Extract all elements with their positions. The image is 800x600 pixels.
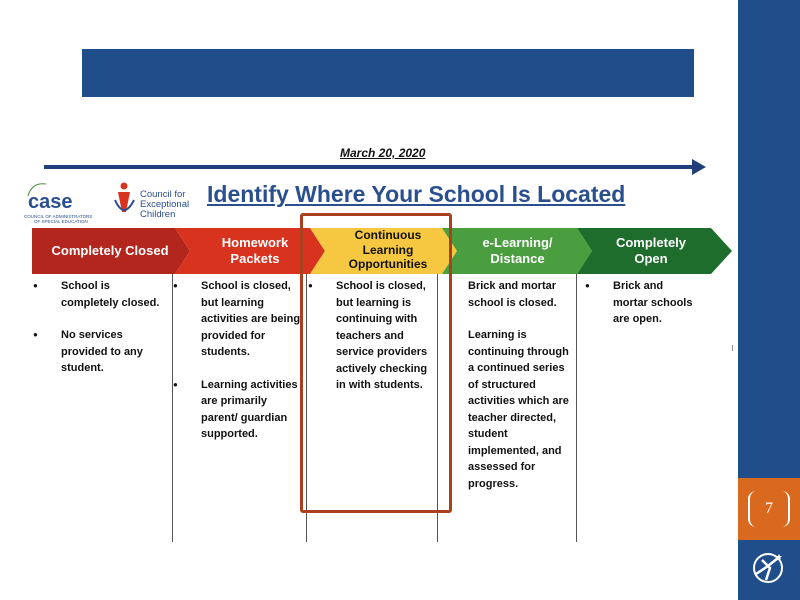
timeline-date: March 20, 2020 [340, 146, 426, 160]
stage-label-2: Homework Packets [221, 235, 289, 266]
corner-logo [748, 548, 788, 588]
edge-mark [732, 345, 733, 351]
timeline-arrow-icon [44, 158, 708, 178]
list-item: Brick and mortar school is closed. [468, 280, 557, 309]
svg-text:COUNCIL OF ADMINISTRATORS: COUNCIL OF ADMINISTRATORS [24, 214, 93, 219]
stage-label-5: Completely Open [615, 235, 687, 266]
list-item: Learning is continuing through a continued series of structured activities which are teacher directed, student implemented, and assessed for progress. [468, 329, 569, 490]
svg-text:case: case [28, 191, 73, 213]
list-item: ● School is closed, but learning is continuing with teachers and service providers actively checking in with students. [308, 278, 434, 394]
highlight-frame [300, 213, 452, 513]
stage-label-4: e-Learning/ Distance [482, 235, 553, 266]
stage-label-3: Continuous Learning Opportunities [348, 228, 428, 271]
slide-headline: Identify Where Your School Is Located [207, 181, 626, 207]
column-1 [33, 278, 161, 393]
cec-logo-text: Council for Exceptional Children [140, 189, 190, 220]
column-4 [440, 278, 572, 508]
list-item: ● School is closed, but learning activities are being provided for students. [173, 278, 303, 361]
list-item: ● Brick and mortar schools are open. [585, 278, 695, 328]
list-item: ● Learning activities are primarily parent/ guardian supported. [173, 377, 303, 443]
column-5 [585, 278, 695, 344]
list-item: ● School is completely closed. [33, 278, 161, 311]
star-figure-icon [748, 548, 788, 588]
list-item: ● No services provided to any student. [33, 327, 161, 377]
svg-text:OF SPECIAL EDUCATION: OF SPECIAL EDUCATION [34, 219, 88, 224]
stage-label-1: Completely Closed [51, 243, 169, 258]
column-2 [173, 278, 303, 459]
column-divider-4 [576, 274, 577, 542]
title-banner [82, 49, 694, 97]
page-number: 7 [748, 491, 790, 527]
